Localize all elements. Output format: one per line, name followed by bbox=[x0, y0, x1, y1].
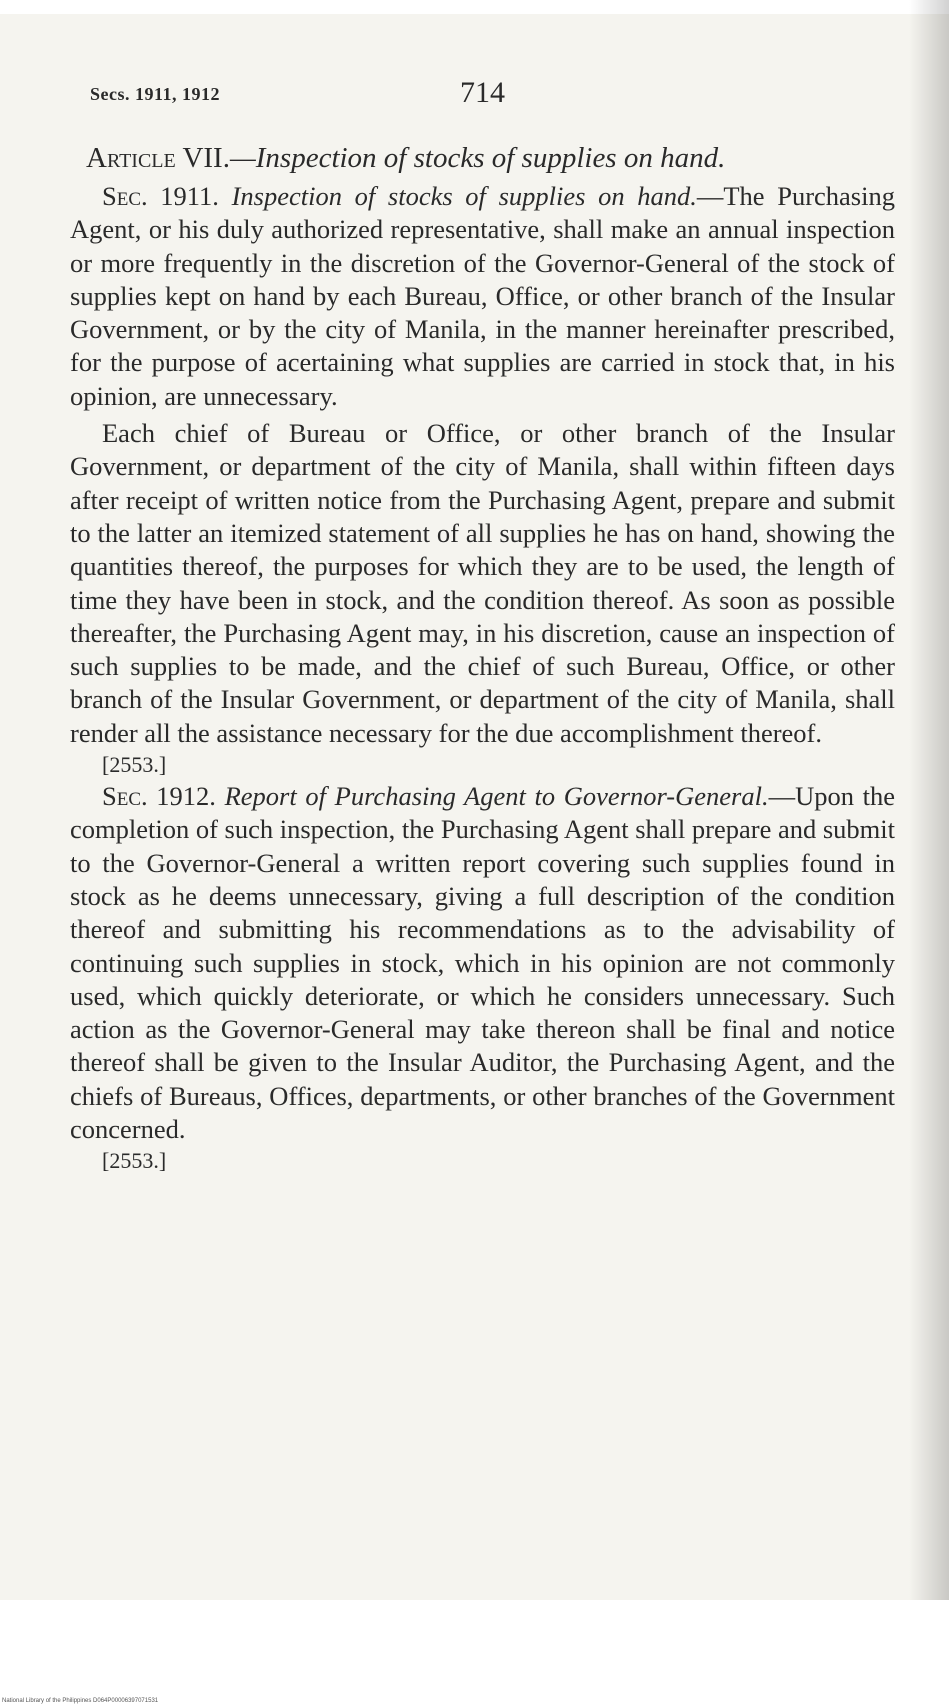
bottom-margin bbox=[0, 1600, 949, 1706]
section-1911-label: Sec. 1911. bbox=[102, 181, 219, 211]
top-margin bbox=[0, 0, 949, 14]
section-1912-reference: [2553.] bbox=[102, 1148, 167, 1174]
section-1912-text-1: —Upon the completion of such inspection, the Purchasing Agent shall prepare and submit to the Governor-General a written report covering such supplies found in stock as he deems unnecessary, giving a full description of the condition thereof and submitting his recommendations as to the advisability of continuing such supplies in stock, which in his opinion are not commonly used, which quickly deteriorate, or which he considers unnecessary. Such action as the Governor-General may take thereon shall be final and notice thereof shall be given to the Insular Auditor, the Purchasing Agent, and the chiefs of Bureaus, Offices, departments, or other branches of the Government concerned. bbox=[70, 781, 896, 1145]
section-1911-reference: [2553.] bbox=[102, 752, 167, 778]
page-header bbox=[90, 76, 880, 116]
section-1911-text-1: —The Purchasing Agent, or his duly authorized representative, shall make an annual inspection or more frequently in the discretion of the Governor-General of the stock of supplies kept on hand by each Bureau, Office, or other branch of the Insular Government, or by the city of Manila, in the manner hereinafter prescribed, for the purpose of acertaining what supplies are carried in stock that, in his opinion, are unnecessary. bbox=[70, 181, 895, 411]
section-1912-heading: Report of Purchasing Agent to Governor-General. bbox=[224, 781, 769, 812]
page-number: 714 bbox=[460, 76, 505, 109]
section-1911-paragraph-2: Each chief of Bureau or Office, or other branch of the Insular Government, or department of the city of Manila, shall within fifteen days after receipt of written notice from the Purchasing Agent, prepare and submit to the latter an itemized statement of all supplies he has on hand, showing the quantities thereof, the purposes for which they are to be used, the length of time they have been in stock, and the condition thereof. As soon as possible thereafter, the Purchasing Agent may, in his discretion, cause an inspection of such supplies to be made, and the chief of such Bureau, Office, or other branch of the Insular Government, or department of the city of Manila, shall render all the assistance necessary for the due accomplishment thereof. bbox=[70, 418, 895, 748]
article-title: —Inspection of stocks of supplies on hand. bbox=[229, 142, 726, 174]
section-1912-paragraph-1 bbox=[70, 780, 895, 1146]
section-reference: Secs. 1911, 1912 bbox=[90, 84, 221, 104]
article-label: Article VII. bbox=[86, 142, 230, 174]
article-heading bbox=[86, 142, 886, 175]
section-1912-label: Sec. 1912. bbox=[102, 781, 216, 812]
document-body bbox=[70, 180, 895, 1176]
section-1911-heading: Inspection of stocks of supplies on hand. bbox=[231, 181, 697, 211]
scan-credit: National Library of the Philippines D064P00006397071531 bbox=[2, 1698, 159, 1704]
page-edge-shadow bbox=[909, 0, 949, 1600]
section-1911-paragraph-1 bbox=[70, 180, 895, 413]
